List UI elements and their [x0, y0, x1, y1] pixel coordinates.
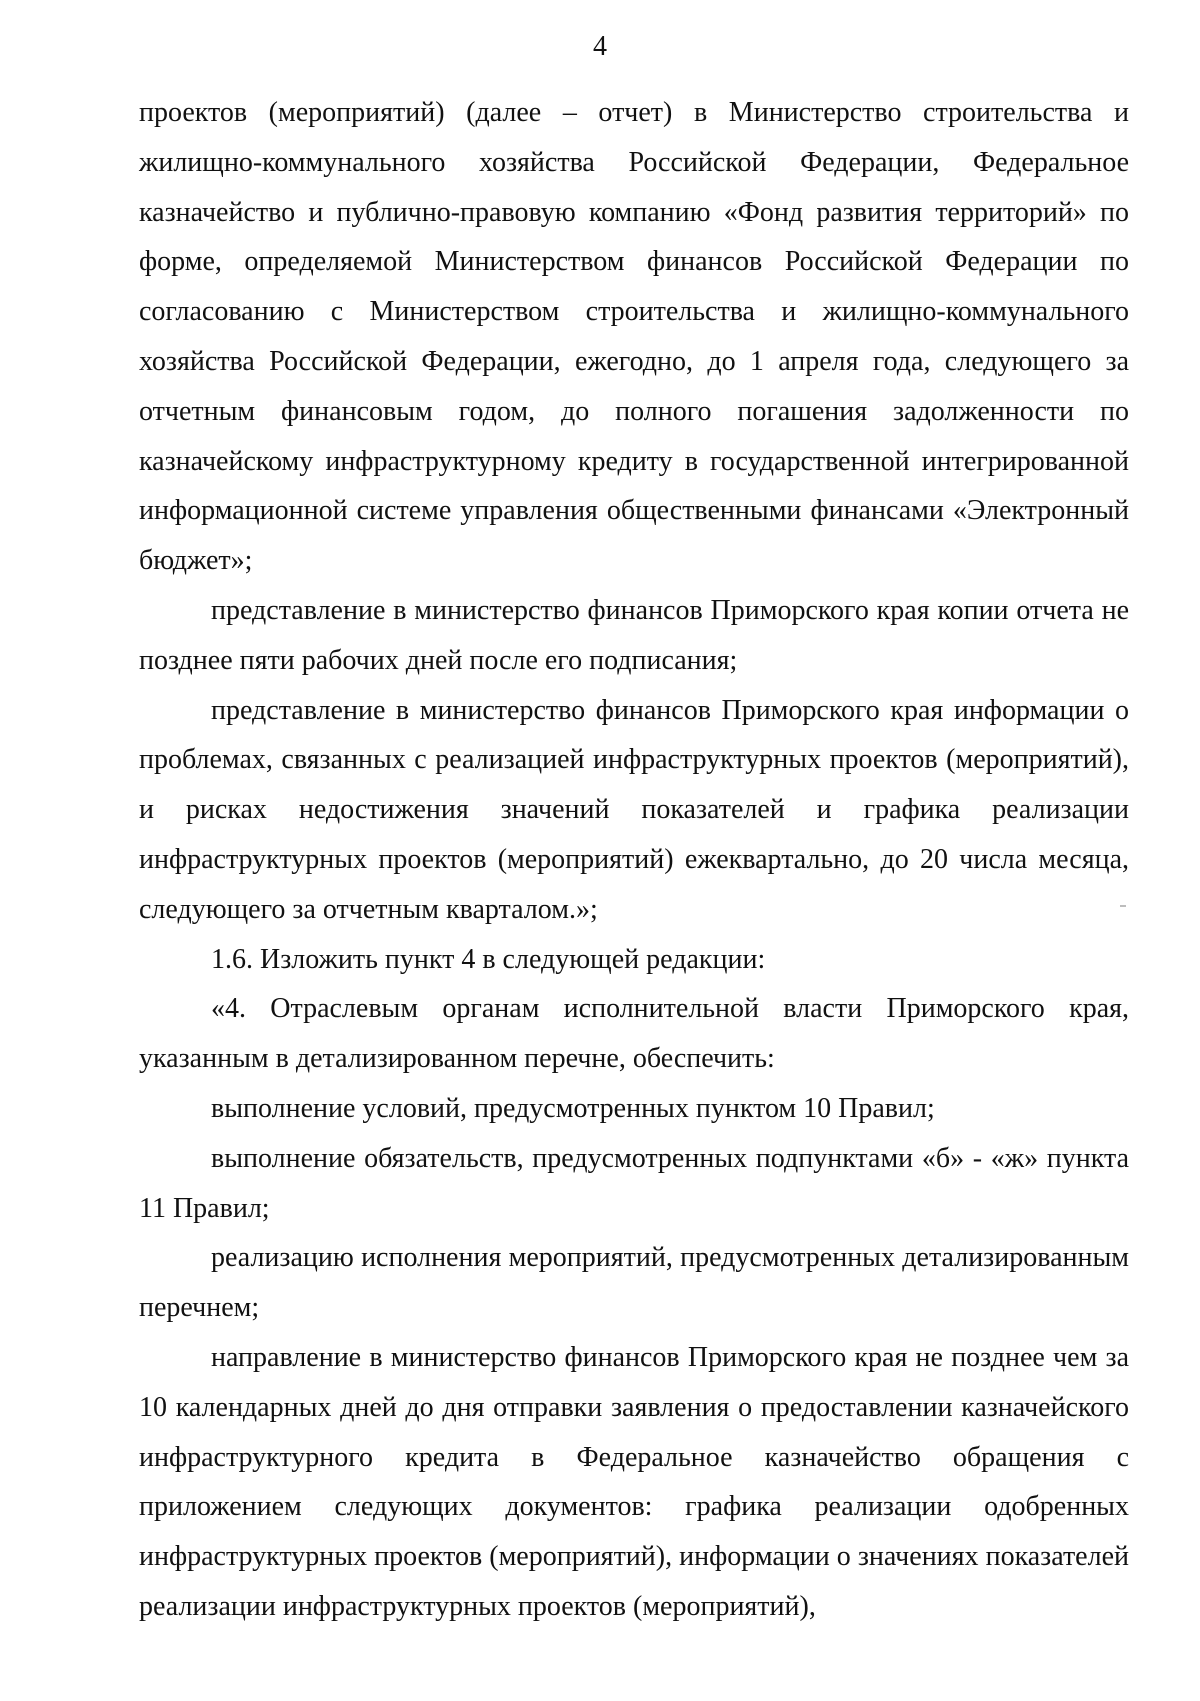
paragraph-amendment-1-6: 1.6. Изложить пункт 4 в следующей редакции:: [211, 943, 766, 975]
paragraph-report-continuation: проектов (мероприятий) (далее – отчет) в Министерство строительства и жилищно-коммунального хозяйства Российской Федерации, Федеральное казначейство и публично-правовую компанию «Фонд развития территорий» по форме, определяемой Министерством финансов Российской Федерации по согласованию с Министерством строительства и жилищно-коммунального хозяйства Российской Федерации, ежегодно, до 1 апреля года, следующего за отчетным финансовым годом, до полного погашения задолженности по казначейскому инфраструктурному кредиту в государственной интегрированной информационной системе управления общественными финансами «Электронный бюджет»;: [139, 97, 1129, 577]
paragraph-implementation: реализацию исполнения мероприятий, предусмотренных детализированным перечнем;: [139, 1242, 1129, 1324]
paragraph-problems-info: представление в министерство финансов Приморского края информации о проблемах, связанных с реализацией инфраструктурных проектов (мероприятий), и рисках недостижения значений показателей и графика реализации инфраструктурных проектов (мероприятий) ежеквартально, до 20 числа месяца, следующего за отчетным кварталом.»;: [139, 694, 1129, 925]
scan-artifact: [1120, 905, 1126, 907]
paragraph-obligations: выполнение обязательств, предусмотренных подпунктами «б» - «ж» пункта 11 Правил;: [139, 1142, 1129, 1224]
page-number: 4: [593, 31, 607, 62]
paragraph-report-copy: представление в министерство финансов Приморского края копии отчета не позднее пяти рабочих дней после его подписания;: [139, 594, 1129, 676]
paragraph-submission: направление в министерство финансов Приморского края не позднее чем за 10 календарных дней до дня отправки заявления о предоставлении казначейского инфраструктурного кредита в Федеральное казначейство обращения с приложением следующих документов: графика реализации одобренных инфраструктурных проектов (мероприятий), информации о значениях показателей реализации инфраструктурных проектов (мероприятий),: [139, 1341, 1129, 1622]
document-body: [139, 88, 1129, 1632]
paragraph-conditions: выполнение условий, предусмотренных пунктом 10 Правил;: [211, 1092, 935, 1124]
paragraph-point-4: «4. Отраслевым органам исполнительной власти Приморского края, указанным в детализированном перечне, обеспечить:: [139, 993, 1129, 1075]
